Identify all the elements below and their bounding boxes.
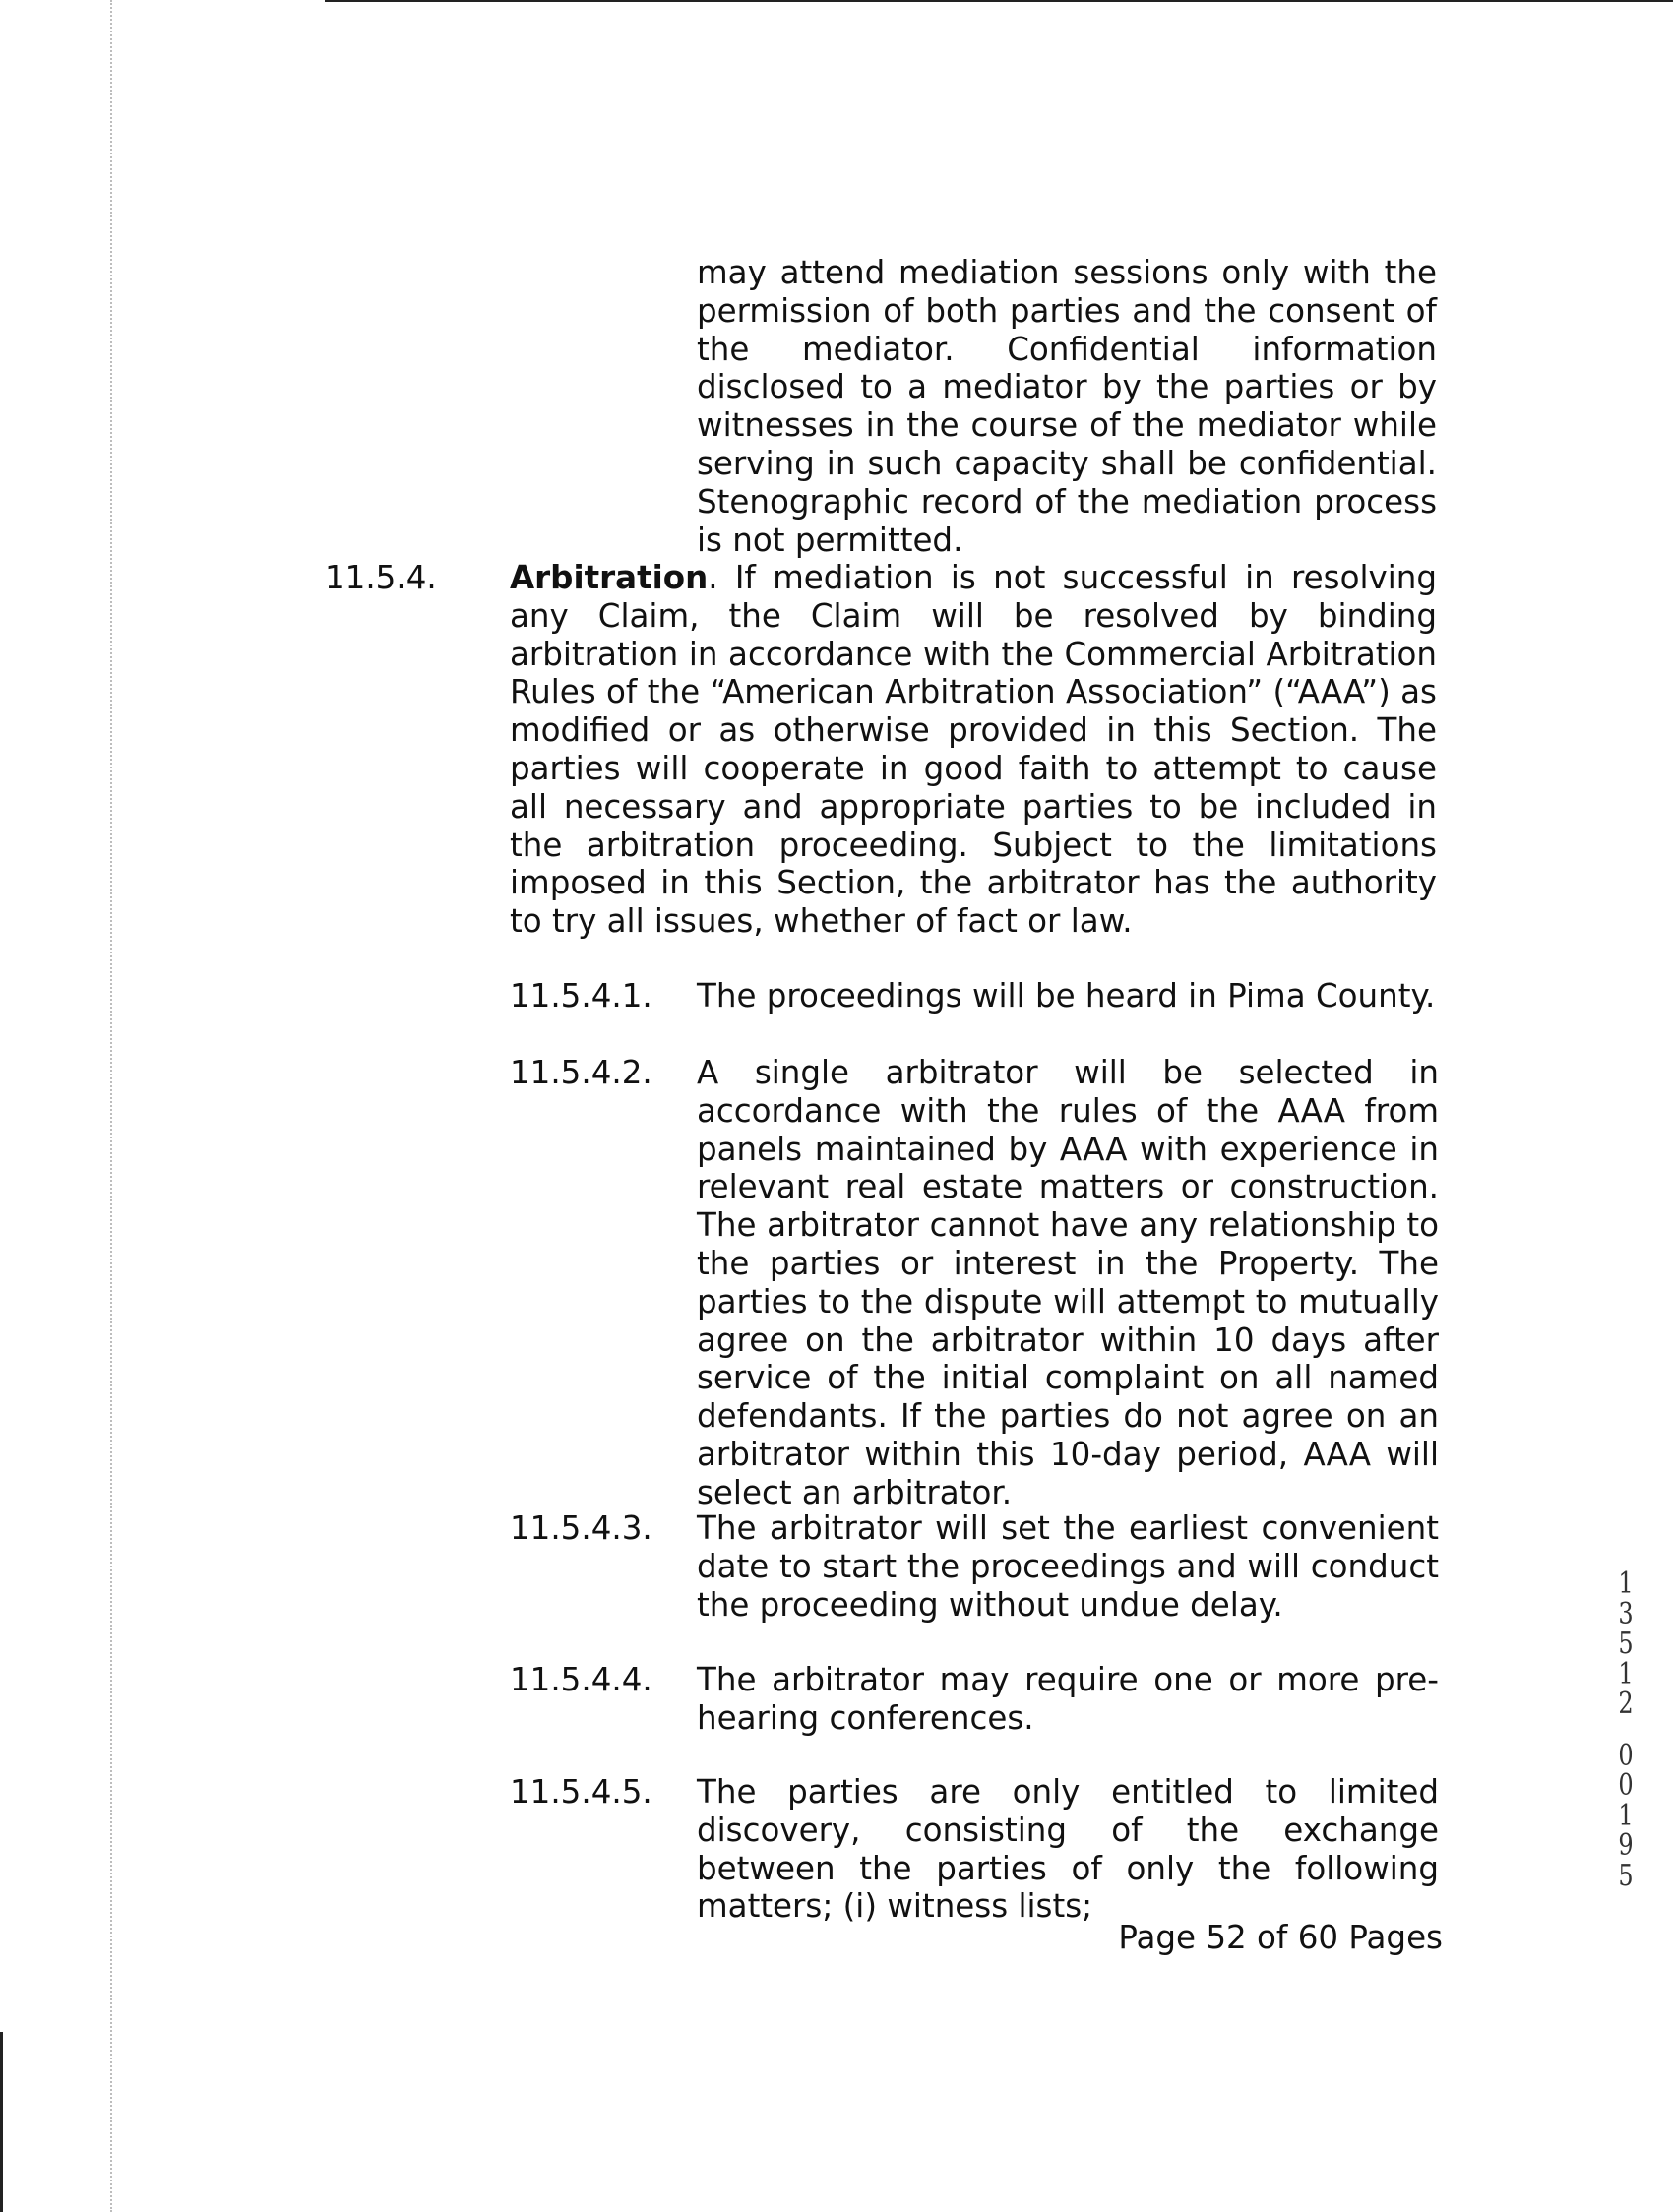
- scan-left-margin-dots: [110, 0, 112, 2212]
- subsection-number: 11.5.4.2.: [510, 1054, 652, 1091]
- subsection-number: 11.5.4.4.: [510, 1661, 652, 1698]
- subsection-number: 11.5.4.3.: [510, 1509, 652, 1547]
- scan-left-edge: [0, 2032, 3, 2212]
- stamp-digit: 5: [1618, 1858, 1634, 1893]
- recording-number-stamp: [1614, 1569, 1638, 1891]
- page-number-footer: Page 52 of 60 Pages: [1118, 1919, 1443, 1956]
- stamp-digit: 1: [1618, 1798, 1634, 1833]
- stamp-digit: 3: [1618, 1596, 1634, 1631]
- continued-paragraph: may attend mediation sessions only with the permission of both parties and the consent of the mediator. Confidential information disclosed to a mediator by the parties or by witnesses in the course of the mediator while serving in such capacity shall be confidential. Stenographic record of the mediation process is not permitted.: [697, 254, 1437, 559]
- stamp-digit: 9: [1618, 1828, 1634, 1863]
- section-heading-punct: .: [708, 559, 718, 596]
- subsection-number: 11.5.4.5.: [510, 1773, 652, 1811]
- stamp-digit: 2: [1618, 1687, 1634, 1721]
- stamp-digit: 0: [1618, 1768, 1634, 1803]
- subsection-text: The proceedings will be heard in Pima County.: [697, 977, 1436, 1014]
- section-body: If mediation is not successful in resolving any Claim, the Claim will be resolved by binding arbitration in accordance with the Commercial Arbitration Rules of the “American Arbitration Association” (“AAA”) as modified or as otherwise provided in this Section. The parties will cooperate in good faith to attempt to cause all necessary and appropriate parties to be included in the arbitration proceeding. Subject to the limitations imposed in this Section, the arbitrator has the authority to try all issues, whether of fact or law.: [510, 559, 1437, 941]
- subsection-text: A single arbitrator will be selected in accordance with the rules of the AAA from panels maintained by AAA with experience in relevant real estate matters or construction. The arbitrator cannot have any relationship to the parties or interest in the Property. The parties to the dispute will attempt to mutually agree on the arbitrator within 10 days after service of the initial complaint on all named defendants. If the parties do not agree on an arbitrator within this 10-day period, AAA will select an arbitrator.: [697, 1054, 1439, 1511]
- section-number: 11.5.4.: [325, 559, 437, 596]
- section-heading: Arbitration: [510, 559, 709, 596]
- stamp-digit: 0: [1618, 1738, 1634, 1773]
- section-paragraph: [510, 559, 1437, 941]
- subsection-text: The parties are only entitled to limited discovery, consisting of the exchange between the parties of only the following matters; (i) witness lists;: [697, 1773, 1439, 1926]
- scan-top-edge: [325, 0, 1673, 2]
- subsection-text: The arbitrator will set the earliest convenient date to start the proceedings and will conduct the proceeding without undue delay.: [697, 1509, 1439, 1624]
- subsection-text: The arbitrator may require one or more pre-hearing conferences.: [697, 1661, 1439, 1737]
- stamp-digit: 5: [1618, 1627, 1634, 1661]
- stamp-digit: 1: [1618, 1656, 1634, 1691]
- stamp-digit: 1: [1618, 1567, 1634, 1601]
- subsection-number: 11.5.4.1.: [510, 977, 652, 1014]
